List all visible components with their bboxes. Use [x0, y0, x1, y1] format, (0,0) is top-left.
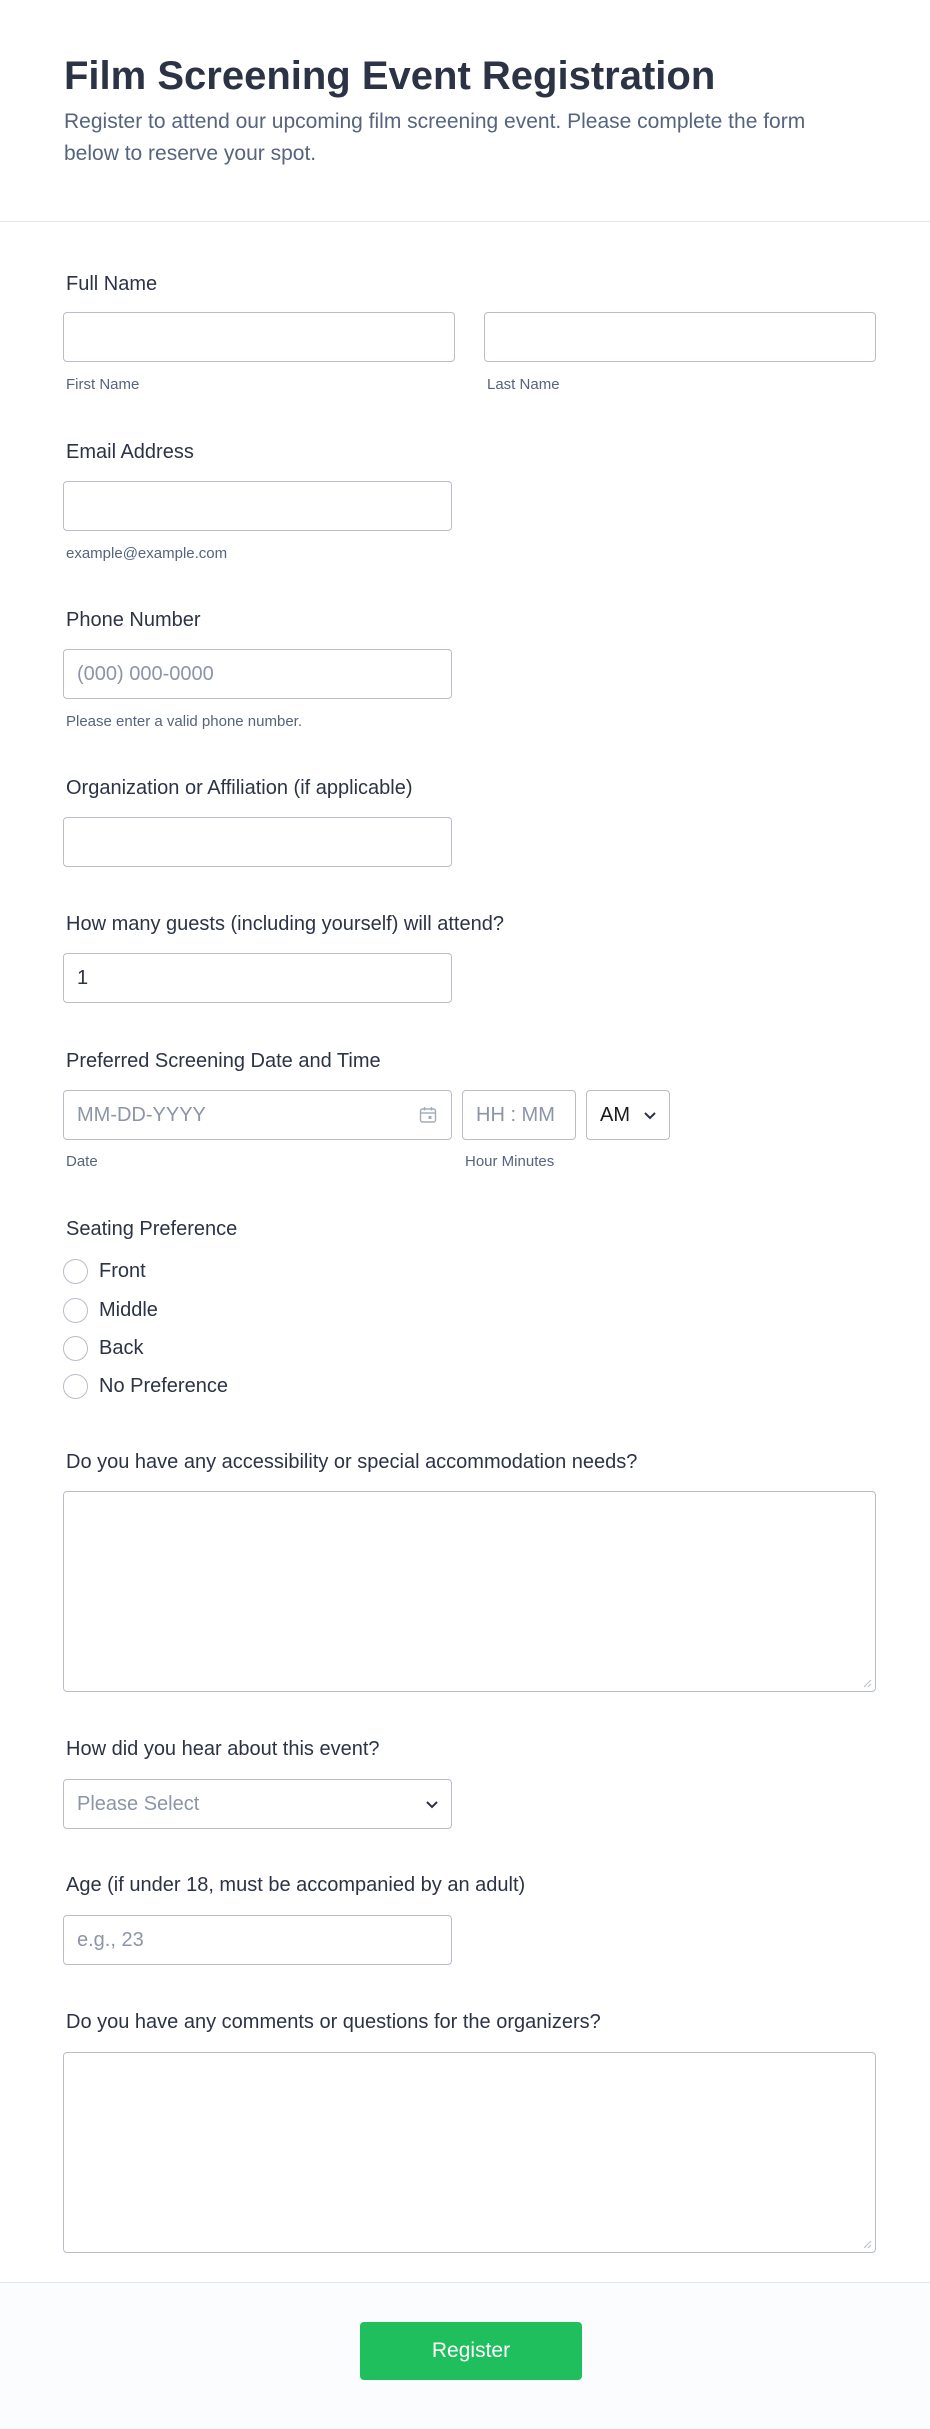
referral-placeholder: Please Select — [77, 1793, 200, 1815]
form-footer — [0, 2282, 930, 2429]
email-label: Email Address — [66, 441, 194, 463]
resize-handle-icon[interactable] — [862, 1678, 872, 1688]
last-name-sublabel: Last Name — [487, 376, 560, 393]
calendar-icon[interactable] — [419, 1106, 437, 1124]
chevron-down-icon — [643, 1111, 657, 1121]
first-name-input[interactable] — [63, 312, 455, 362]
ampm-select[interactable] — [586, 1090, 670, 1140]
resize-handle-icon[interactable] — [862, 2239, 872, 2249]
radio-label: Front — [99, 1259, 146, 1282]
seating-label: Seating Preference — [66, 1218, 238, 1240]
organization-label: Organization or Affiliation (if applicable) — [66, 777, 413, 799]
referral-select[interactable] — [63, 1779, 452, 1829]
organization-input[interactable] — [63, 817, 452, 867]
age-label: Age (if under 18, must be accompanied by an adult) — [66, 1874, 526, 1896]
first-name-sublabel: First Name — [66, 376, 140, 393]
seating-option-back[interactable] — [63, 1334, 143, 1362]
date-placeholder: MM-DD-YYYY — [77, 1104, 206, 1126]
date-input[interactable] — [63, 1090, 452, 1140]
phone-label: Phone Number — [66, 609, 201, 631]
phone-placeholder: (000) 000-0000 — [77, 663, 214, 685]
radio-button[interactable] — [63, 1374, 88, 1399]
phone-sublabel: Please enter a valid phone number. — [66, 713, 302, 730]
seating-option-front[interactable] — [63, 1257, 146, 1285]
radio-button[interactable] — [63, 1336, 88, 1361]
age-placeholder: e.g., 23 — [77, 1929, 144, 1951]
radio-label: Back — [99, 1336, 144, 1359]
form-header — [0, 0, 930, 222]
referral-label: How did you hear about this event? — [66, 1738, 380, 1760]
datetime-label: Preferred Screening Date and Time — [66, 1050, 381, 1072]
seating-option-no-preference[interactable] — [63, 1372, 228, 1400]
phone-input[interactable] — [63, 649, 452, 699]
email-sublabel: example@example.com — [66, 545, 228, 562]
last-name-input[interactable] — [484, 312, 876, 362]
email-input[interactable] — [63, 481, 452, 531]
chevron-down-icon — [425, 1800, 439, 1810]
comments-textarea[interactable] — [63, 2052, 876, 2253]
time-placeholder: HH : MM — [476, 1104, 555, 1126]
guests-label: How many guests (including yourself) will attend? — [66, 913, 504, 935]
age-input[interactable] — [63, 1915, 452, 1965]
accessibility-textarea[interactable] — [63, 1491, 876, 1692]
comments-label: Do you have any comments or questions for the organizers? — [66, 2011, 601, 2033]
radio-label: No Preference — [99, 1374, 228, 1397]
time-input[interactable] — [462, 1090, 576, 1140]
ampm-value: AM — [600, 1104, 630, 1126]
date-sublabel: Date — [66, 1153, 98, 1170]
page-subtitle: Register to attend our upcoming film screening event. Please complete the form below to reserve your spot. — [64, 110, 806, 165]
radio-label: Middle — [99, 1298, 158, 1321]
register-button[interactable]: Register — [360, 2322, 582, 2380]
radio-button[interactable] — [63, 1298, 88, 1323]
page-title: Film Screening Event Registration — [64, 54, 716, 98]
radio-button[interactable] — [63, 1259, 88, 1284]
guests-input[interactable]: 1 — [63, 953, 452, 1003]
seating-option-middle[interactable] — [63, 1296, 158, 1324]
accessibility-label: Do you have any accessibility or special accommodation needs? — [66, 1451, 638, 1473]
time-sublabel: Hour Minutes — [465, 1153, 555, 1170]
full-name-label: Full Name — [66, 273, 158, 295]
